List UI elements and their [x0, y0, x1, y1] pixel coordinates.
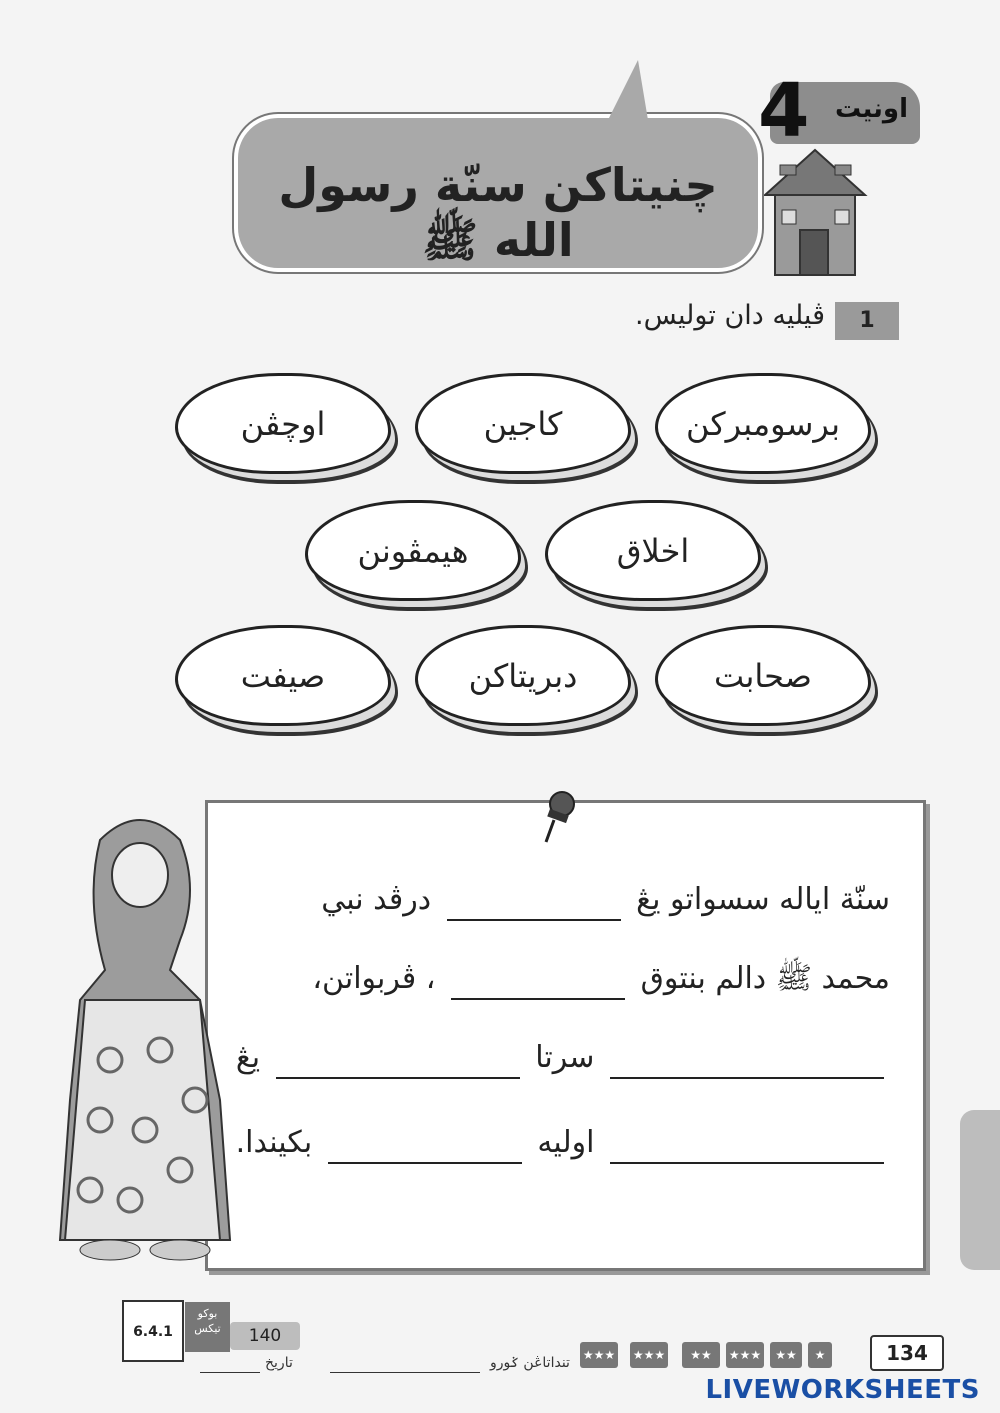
- passage-text: درڤد نبي: [321, 882, 432, 917]
- passage-text: يڠ: [235, 1040, 261, 1075]
- girl-illustration: [30, 800, 240, 1270]
- word-cloud[interactable]: هيمڤونن: [305, 500, 521, 601]
- passage-note: [205, 800, 926, 1271]
- passage-text: ، ڤربواتن،: [312, 961, 436, 996]
- word-cloud[interactable]: صحابت: [655, 625, 871, 726]
- star-rating-box: ★★★: [630, 1342, 668, 1368]
- answer-blank-1[interactable]: [447, 891, 621, 921]
- passage-text: اوليه: [537, 1125, 595, 1160]
- passage-line-4: [236, 1125, 890, 1164]
- star-rating-box: ★★: [682, 1342, 720, 1368]
- page-number: 134: [870, 1335, 944, 1371]
- instruction-text: ڤيليه دان توليس.: [635, 300, 825, 331]
- word-cloud[interactable]: كاجين: [415, 373, 631, 474]
- passage-line-1: [321, 882, 890, 921]
- word-cloud[interactable]: برسومبركن: [655, 373, 871, 474]
- passage-text: بكيندا.: [235, 1125, 313, 1160]
- date-line: [200, 1372, 260, 1373]
- star-rating-box: ★★★: [726, 1342, 764, 1368]
- star-rating-box: ★★★: [580, 1342, 618, 1368]
- unit-label: اونيت: [835, 94, 908, 124]
- page-edge-tab: [960, 1110, 1000, 1270]
- lego-house-icon: [760, 140, 870, 280]
- lesson-code: 6.4.1: [122, 1300, 184, 1362]
- signature-line: [330, 1372, 480, 1373]
- answer-blank-4[interactable]: [276, 1049, 520, 1079]
- page-title: چنيتاكن سنّة رسول الله ﷺ: [278, 158, 718, 267]
- word-cloud[interactable]: اخلاق: [545, 500, 761, 601]
- word-cloud[interactable]: اوچڤن: [175, 373, 391, 474]
- title-banner: [238, 118, 758, 268]
- push-pin-icon: [540, 790, 580, 850]
- answer-blank-6[interactable]: [328, 1134, 522, 1164]
- passage-text: سرتا: [535, 1040, 595, 1075]
- teacher-signature-label: تنداتاڠن ݢورو: [490, 1355, 570, 1371]
- star-rating-box: ★: [808, 1342, 832, 1368]
- word-cloud[interactable]: دبريتاكن: [415, 625, 631, 726]
- date-label: تاريخ: [265, 1355, 293, 1371]
- passage-text: سنّة اياله سسواتو يڠ: [636, 882, 890, 917]
- unit-tag: [758, 68, 920, 154]
- passage-text: محمد ﷺ دالم بنتوق: [640, 961, 890, 996]
- watermark-text: LIVEWORKSHEETS: [705, 1375, 980, 1405]
- textbook-page-number: 140: [230, 1322, 300, 1350]
- unit-number: 4: [758, 68, 810, 154]
- liveworksheets-watermark: [705, 1375, 980, 1405]
- word-cloud[interactable]: صيفت: [175, 625, 391, 726]
- passage-line-3: [236, 1040, 890, 1079]
- answer-blank-3[interactable]: [610, 1049, 884, 1079]
- instruction-number: 1: [835, 302, 899, 340]
- answer-blank-5[interactable]: [610, 1134, 884, 1164]
- textbook-tag: بوكو تيكس: [185, 1302, 230, 1352]
- answer-blank-2[interactable]: [451, 970, 625, 1000]
- passage-line-2: [312, 960, 890, 1003]
- star-rating-box: ★★: [770, 1342, 802, 1368]
